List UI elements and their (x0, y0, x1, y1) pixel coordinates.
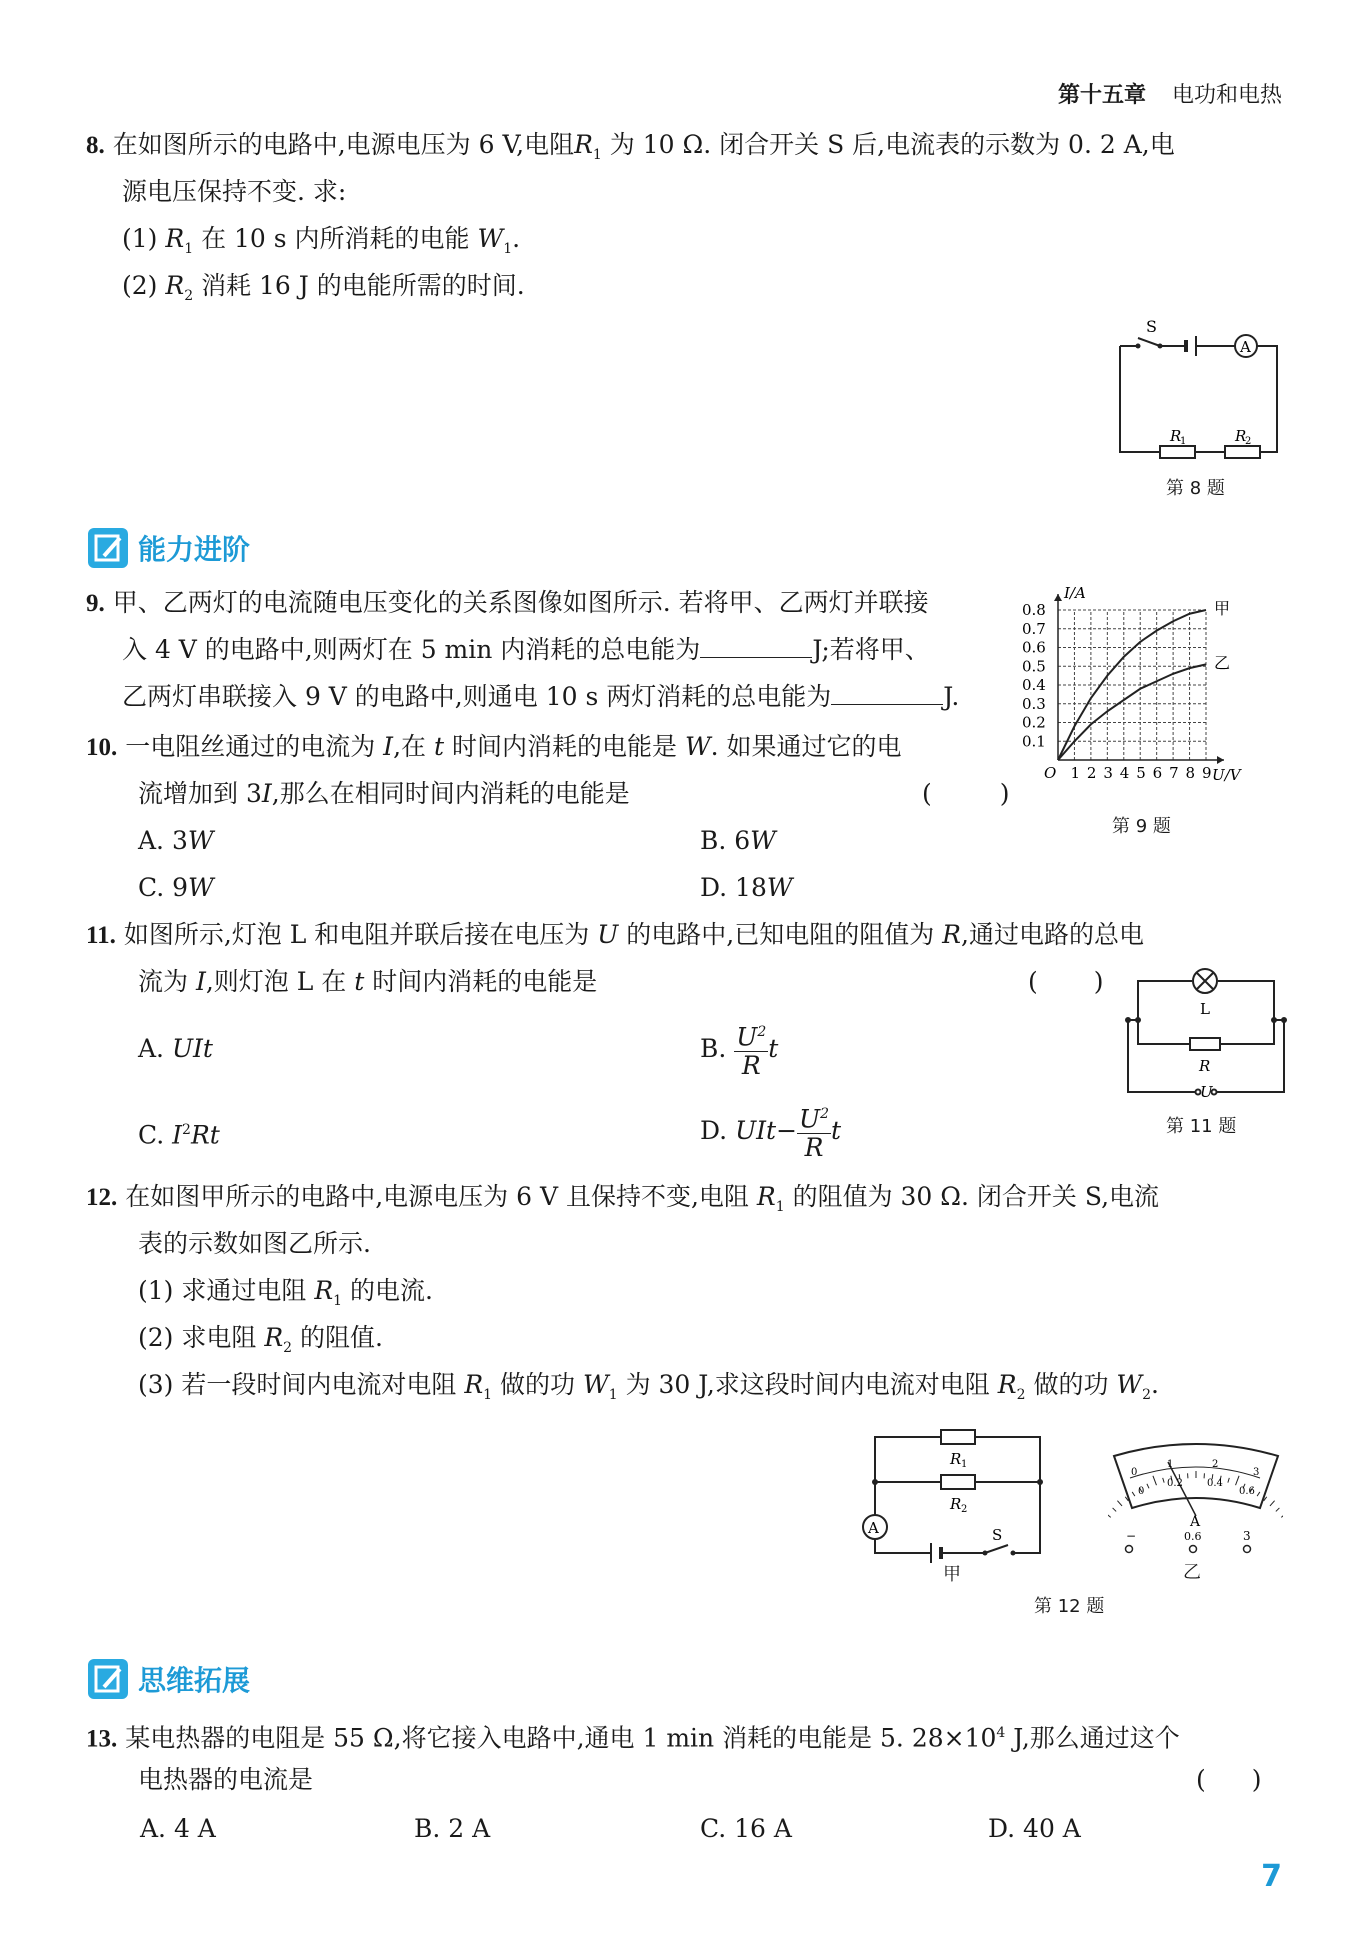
ammeter-label: A (868, 1519, 879, 1537)
var: R (997, 1370, 1017, 1399)
x-axis-label: U/V (1212, 766, 1241, 784)
q11-line1 (86, 918, 1144, 953)
x-tick-label: 7 (1169, 764, 1179, 782)
t: . 如果通过它的电 (710, 732, 902, 761)
scale-label: 2 (1212, 1459, 1219, 1470)
x-tick-label: 3 (1103, 764, 1113, 782)
sub: 2 (283, 1340, 293, 1356)
x-tick-label: 8 (1185, 764, 1196, 782)
t: . (512, 224, 521, 253)
var: t (433, 732, 445, 761)
var: Rt (190, 1120, 220, 1150)
q8-sub2 (122, 269, 525, 313)
scale-tick (1132, 1492, 1135, 1496)
t: D. (700, 1116, 728, 1145)
var: R (741, 1051, 761, 1081)
scale-tick (1257, 1492, 1260, 1496)
terminal-label: − (1126, 1529, 1137, 1543)
var: I (383, 732, 394, 761)
terminal-label: 3 (1243, 1529, 1251, 1543)
sub: 2 (1016, 1387, 1026, 1403)
var: W (583, 1370, 609, 1399)
sub: 2 (184, 288, 194, 304)
q11-option-c[interactable] (138, 1113, 220, 1152)
q8-line1 (86, 128, 1175, 172)
var: I (261, 779, 272, 808)
t: ,那么在相同时间内消耗的电能是 (271, 779, 630, 808)
sub: 1 (184, 241, 194, 257)
q9-line1 (86, 586, 929, 621)
answer-paren[interactable] (1028, 965, 1104, 999)
t: (1) (122, 224, 158, 253)
q10-option-c[interactable] (138, 871, 214, 905)
lamp-label: L (1200, 1000, 1210, 1018)
fig8-caption: 第 8 题 (1166, 478, 1225, 499)
var: R (756, 1182, 776, 1211)
q10-option-d[interactable] (700, 871, 793, 905)
sup: 2 (820, 1105, 830, 1122)
t: 如图所示,灯泡 L 和电阻并联后接在电压为 (123, 920, 590, 949)
t: 甲、乙两灯的电流随电压变化的关系图像如图所示. 若将甲、乙两灯并联接 (112, 588, 929, 617)
pencil-icon (88, 528, 128, 568)
q10-line1 (86, 730, 902, 765)
var: R (942, 920, 961, 949)
scale-label: 0.6 (1239, 1486, 1255, 1497)
question-number: 11. (86, 922, 116, 949)
unit-label: A (1190, 1514, 1201, 1530)
t: D. 18 (700, 873, 767, 902)
r1-label: R (950, 1450, 962, 1468)
t: 流为 (138, 967, 189, 996)
q12-sub3 (138, 1368, 1159, 1412)
fig11-caption: 第 11 题 (1166, 1116, 1237, 1137)
sup: 4 (996, 1725, 1006, 1741)
scale-tick (1147, 1484, 1149, 1489)
q10-option-b[interactable] (700, 824, 776, 858)
var: R (314, 1276, 334, 1305)
answer-blank[interactable] (700, 633, 812, 658)
answer-blank[interactable] (831, 680, 943, 705)
t: 的电流. (350, 1276, 433, 1305)
q13-line2: 电热器的电流是 (138, 1765, 314, 1794)
t: 的电路中,已知电阻的阻值为 (626, 920, 935, 949)
y-axis-label: I/A (1064, 585, 1086, 602)
var: I (172, 1120, 183, 1150)
q12-line2: 表的示数如图乙所示. (138, 1229, 371, 1258)
expr: UIt (735, 1116, 777, 1145)
scale-label: 0 (1138, 1486, 1145, 1497)
section-header-thinking (88, 1659, 250, 1699)
var: t (354, 967, 365, 996)
chapter-title: 电功和电热 (1171, 83, 1282, 108)
sub: 1 (961, 1459, 968, 1470)
t: 一电阻丝通过的电流为 (125, 732, 376, 761)
q11-option-d[interactable] (700, 1096, 841, 1166)
t: 的阻值为 30 Ω. 闭合开关 S,电流 (792, 1182, 1160, 1211)
q13-option-d[interactable]: D. 40 A (988, 1814, 1081, 1843)
scale-tick (1163, 1478, 1164, 1483)
sub: 1 (1180, 436, 1187, 447)
t: (2) 求电阻 (138, 1323, 257, 1352)
var: W (187, 826, 214, 855)
q11-circuit-figure (1118, 964, 1293, 1104)
question-number: 13. (86, 1725, 118, 1753)
x-tick-label: 4 (1119, 764, 1130, 782)
var: R (804, 1133, 824, 1163)
t: 入 4 V 的电路中,则两灯在 5 min 内消耗的总电能为 (122, 635, 701, 664)
t: J. (943, 682, 960, 711)
sub: 1 (483, 1387, 493, 1403)
sub: 2 (961, 1504, 968, 1515)
q9-line3 (122, 680, 959, 714)
y-tick-label: 0.8 (1022, 601, 1046, 619)
question-number: 10. (86, 734, 118, 761)
scale-label: 0.2 (1167, 1478, 1183, 1489)
t: C. 9 (138, 873, 189, 902)
r2-label: R (950, 1495, 962, 1513)
q11-option-a[interactable] (138, 1032, 213, 1066)
t: 时间内消耗的电能是 (451, 732, 677, 761)
var: W (684, 732, 711, 761)
t: 的阻值. (300, 1323, 383, 1352)
t: A. (138, 1034, 165, 1063)
scale-label: 0.4 (1207, 1478, 1223, 1489)
t: 乙两灯串联接入 9 V 的电路中,则通电 10 s 两灯消耗的总电能为 (122, 682, 832, 711)
y-tick-label: 0.6 (1022, 638, 1046, 657)
chapter-label: 第十五章 (1057, 83, 1146, 108)
sup: 2 (182, 1122, 191, 1138)
q9-iu-chart (1010, 585, 1290, 815)
scale-tick (1236, 1476, 1240, 1485)
scale-tick (1281, 1514, 1283, 1517)
scale-tick (1270, 1501, 1275, 1506)
y-tick-label: 0.2 (1022, 713, 1046, 732)
t: (2) (122, 271, 158, 300)
origin-label: O (1044, 764, 1057, 782)
fraction (734, 1018, 768, 1080)
var: R (264, 1323, 284, 1352)
t: 在 10 s 内所消耗的电能 (201, 224, 470, 253)
scale-tick (1113, 1508, 1117, 1512)
var: R (464, 1370, 484, 1399)
var: R (165, 271, 185, 300)
t: J;若将甲、 (812, 635, 930, 664)
y-tick-label: 0.4 (1022, 676, 1046, 694)
var: R (165, 224, 185, 253)
series-label: 甲 (1214, 599, 1231, 618)
scale-label: 0 (1131, 1467, 1138, 1478)
t: ) (999, 779, 1010, 808)
q12-circuit-jia (855, 1415, 1055, 1575)
t: C. (138, 1120, 165, 1150)
q12-sub2 (138, 1321, 383, 1365)
page-number: 7 (1261, 1859, 1282, 1894)
sub: 1 (775, 1199, 785, 1215)
scale-tick (1276, 1508, 1280, 1512)
scale-label: 1 (1167, 1459, 1174, 1470)
x-tick-label: 6 (1152, 764, 1163, 782)
t: ,通过电路的总电 (961, 920, 1144, 949)
t: ( (1028, 967, 1038, 996)
q13-option-b[interactable]: B. 2 A (414, 1814, 491, 1843)
t: A. 3 (138, 826, 188, 855)
q13-option-a[interactable]: A. 4 A (140, 1814, 216, 1843)
section-title: 思维拓展 (138, 1664, 251, 1697)
t: (1) 求通过电阻 (138, 1276, 307, 1305)
answer-paren[interactable] (922, 777, 1010, 811)
t: . (1151, 1370, 1159, 1399)
expr: UIt (171, 1034, 213, 1063)
switch-label: S (992, 1526, 1003, 1544)
series-label: 乙 (1214, 653, 1231, 673)
t: 做的功 (1033, 1370, 1109, 1399)
t: 时间内消耗的电能是 (372, 967, 598, 996)
needle (1168, 1462, 1196, 1516)
question-number: 12. (86, 1184, 118, 1211)
q8-circuit-figure (1100, 310, 1290, 460)
t: ) (1251, 1765, 1262, 1794)
t: 为 30 J,求这段时间内电流对电阻 (625, 1370, 990, 1399)
var: W (766, 873, 793, 902)
x-tick-label: 1 (1070, 764, 1080, 782)
sup: 2 (757, 1023, 767, 1040)
t: ,在 (393, 732, 427, 761)
r2-label: R (1235, 427, 1247, 445)
t: ) (1093, 967, 1104, 996)
q8-text: 在如图所示的电路中,电源电压为 6 V,电阻 (112, 130, 575, 159)
t: B. (700, 1034, 727, 1063)
var: t (831, 1116, 842, 1145)
t: 做的功 (500, 1370, 576, 1399)
voltage-label: U (1200, 1083, 1213, 1101)
fig9-caption: 第 9 题 (1112, 816, 1171, 837)
scale-tick (1117, 1501, 1122, 1506)
fig-jia-label: 甲 (943, 1564, 961, 1585)
sub: 1 (503, 241, 513, 257)
var: W (750, 826, 776, 855)
sub: 2 (1245, 436, 1252, 447)
var: W (188, 873, 214, 902)
fig-yi-label: 乙 (1183, 1562, 1201, 1583)
q12-line1 (86, 1180, 1159, 1224)
t: J,那么通过这个 (1005, 1723, 1180, 1753)
y-tick-label: 0.7 (1022, 619, 1046, 638)
q8-line2: 源电压保持不变. 求: (122, 177, 347, 206)
section-title: 能力进阶 (138, 533, 251, 566)
answer-paren[interactable] (1196, 1763, 1262, 1797)
question-number: 8. (86, 132, 105, 159)
q10-line2 (138, 777, 630, 811)
question-number: 9. (86, 590, 105, 617)
sub: 1 (333, 1293, 343, 1309)
t: ( (922, 779, 932, 808)
terminal-label: 0.6 (1184, 1530, 1202, 1543)
var: U (736, 1022, 758, 1052)
fig12-caption: 第 12 题 (1034, 1596, 1105, 1617)
y-tick-label: 0.1 (1022, 732, 1046, 751)
sub: 1 (608, 1387, 618, 1403)
y-tick-label: 0.3 (1022, 694, 1046, 713)
scale-tick (1108, 1514, 1111, 1517)
x-tick-label: 5 (1136, 764, 1146, 782)
t: B. 6 (700, 826, 751, 855)
resistor-label: R (1199, 1057, 1211, 1075)
q10-option-a[interactable] (138, 824, 214, 858)
scale-label: 3 (1253, 1467, 1260, 1478)
switch-label: S (1146, 317, 1157, 336)
var: W (1116, 1370, 1143, 1399)
q12-sub1 (138, 1274, 433, 1318)
t: − (776, 1116, 798, 1145)
q13-line1 (86, 1716, 1180, 1756)
x-axis-arrow (1217, 756, 1224, 764)
section-header-ability (88, 528, 250, 568)
page-header (1058, 78, 1282, 109)
q8-text: 为 10 Ω. 闭合开关 S 后,电流表的示数为 0. 2 A,电 (609, 130, 1175, 159)
y-axis-arrow (1054, 594, 1062, 601)
var: R (574, 130, 593, 159)
x-tick-label: 2 (1086, 764, 1097, 782)
sub: 1 (592, 147, 602, 163)
var: U (597, 920, 619, 949)
var: U (799, 1104, 821, 1134)
ammeter-label: A (1240, 338, 1251, 356)
q9-line2 (122, 633, 930, 667)
t: 某电热器的电阻是 55 Ω,将它接入电路中,通电 1 min 消耗的电能是 5. 28×10 (125, 1723, 997, 1753)
var: I (195, 967, 206, 996)
t: 消耗 16 J 的电能所需的时间. (201, 271, 525, 300)
t: 在如图甲所示的电路中,电源电压为 6 V 且保持不变,电阻 (125, 1182, 749, 1211)
q11-option-b[interactable] (700, 1014, 778, 1084)
var: t (768, 1034, 779, 1063)
series-line-2 (1058, 664, 1206, 760)
fraction (797, 1100, 831, 1162)
scale-tick (1228, 1478, 1229, 1483)
pencil-icon (88, 1659, 128, 1699)
q13-option-c[interactable]: C. 16 A (700, 1814, 792, 1843)
t: ( (1196, 1765, 1206, 1794)
var: W (477, 224, 504, 253)
q8-sub1 (122, 222, 520, 266)
t: 流增加到 3 (138, 779, 262, 808)
y-tick-label: 0.5 (1022, 657, 1046, 676)
sub: 2 (1142, 1387, 1152, 1403)
scale-tick (1153, 1476, 1157, 1485)
t: ,则灯泡 L 在 (205, 967, 347, 996)
q11-line2 (138, 965, 597, 999)
r1-label: R (1170, 427, 1182, 445)
t: (3) 若一段时间内电流对电阻 (138, 1370, 457, 1399)
x-tick-label: 9 (1202, 764, 1212, 782)
